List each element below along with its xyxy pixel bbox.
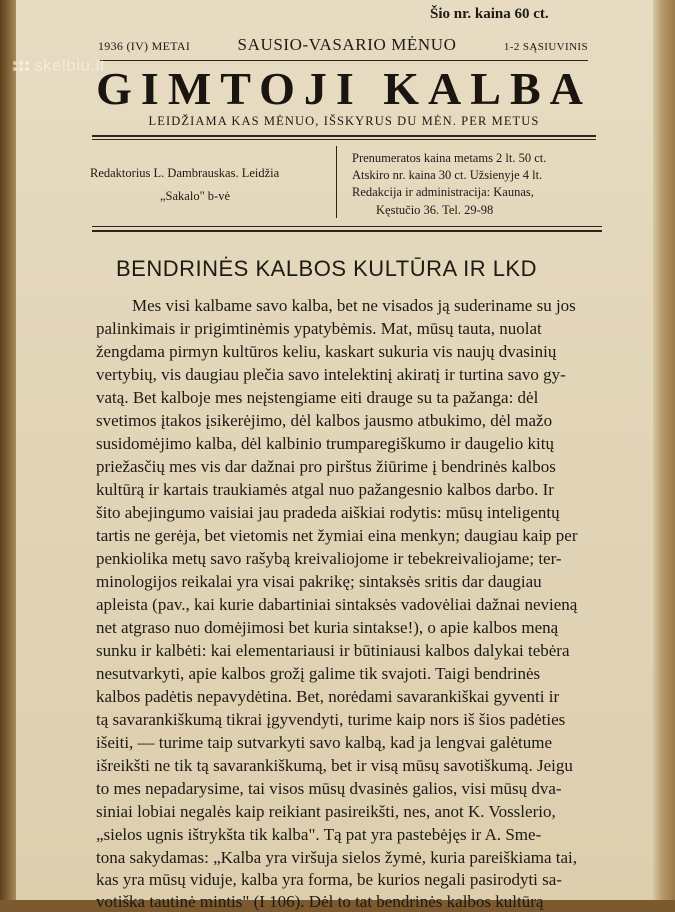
body-line: išreikšti ne tik tą savarankiškumą, bet ir visą mūsų savotiškumą. Jeigu [96,756,573,775]
body-line: kas yra mūsų viduje, kalba yra forma, be kurios negali pasirodyti sa- [96,870,562,889]
magazine-page [16,0,653,911]
watermark-logo-icon [12,60,30,72]
body-line: kalbos padėtis nepavydėtina. Bet, norėdami savarankiškai gyventi ir [96,687,560,706]
book-spine [0,0,16,900]
body-line: priežasčių mes vis dar dažnai pro pirštus žiūrime į bendrinės kalbos [96,457,556,476]
body-line: „sielos ugnis ištrykšta tik kalba". Tą pat yra pastebėjęs ir A. Sme- [96,825,542,844]
subscription-line: Redakcija ir administracija: Kaunas, [352,185,534,199]
subscription-line: Prenumeratos kaina metams 2 lt. 50 ct. [352,151,547,165]
column-divider [336,146,337,218]
issue-price: Šio nr. kaina 60 ct. [430,6,549,22]
issue-line [98,35,588,55]
watermark-text: skelbiu.lt [34,56,106,75]
body-line: vatą. Bet kalboje mes neįstengiame eiti drauge su ta pažanga: dėl [96,388,539,407]
body-line: išeiti, — turime taip sutvarkyti savo kalbą, kad ja lengvai galėtume [96,733,553,752]
body-line: tą savarankiškumą tikrai įgyvendyti, turime kaip nors iš šios padėties [96,710,566,729]
body-line: votiška tautinė mintis" (I 106). Dėl to tat bendrinės kalbos kultūrą [96,892,544,911]
watermark [12,56,105,76]
body-line: žengdama pirmyn kultūros keliu, kaskart sukuria vis naujų dvasinių [96,342,557,361]
body-line: vertybių, vis daugiau plečia savo intelektinį akiratį ir turtina savo gy- [96,365,566,384]
publisher-line: „Sakalo" b-vė [160,189,231,203]
subscription-line: Kęstučio 36. Tel. 29-98 [376,203,494,217]
article-title: BENDRINĖS KALBOS KULTŪRA IR LKD [116,256,537,281]
body-line: to mes nepadarysime, tai visos mūsų dvasinės galios, visi mūsų dva- [96,779,562,798]
body-line: minologijos reikalai yra visai pakrikę; sintaksės sritis dar daugiau [96,572,542,591]
subscription-line: Atskiro nr. kaina 30 ct. Užsienyje 4 lt. [352,168,543,182]
body-line: net atgraso nuo domėjimosi bet kuria sintakse!), o apie kalbos meną [96,618,559,637]
issue-number: 1-2 SĄSIUVINIS [503,41,588,53]
issue-months: SAUSIO-VASARIO MĖNUO [237,35,457,54]
body-line: susidomėjimo kalba, dėl kalbinio trumparegiškumo ir daugelio kitų [96,434,554,453]
rule [92,139,596,140]
body-line: sunku ir kalbėti: kai elementariausi ir būtiniausi kalbos dalykai tebėra [96,641,570,660]
body-line: penkiolika metų savo rašybą kreivaliojome ir tebekreivaliojame; ter- [96,549,562,568]
rule [100,60,588,61]
body-line: kultūrą ir kartais traukiamės atgal nuo pažangesnio kalbos darbo. Ir [96,480,554,499]
issue-year: 1936 (IV) METAI [98,39,191,53]
rule [92,135,596,137]
body-line: svetimos įtakos įsikerėjimo, dėl kalbos jausmo atbukimo, dėl mažo [96,411,553,430]
body-line: nesutvarkyti, apie kalbos grožį galime tik svajoti. Taigi bendrinės [96,664,541,683]
editor-line: Redaktorius L. Dambrauskas. Leidžia [90,166,280,180]
rule [92,226,602,227]
body-line: apleista (pav., kai kurie dabartiniai sintaksės vadovėliai dažnai nevieną [96,595,578,614]
body-line: palinkimais ir prigimtinėmis ypatybėmis. Mat, mūsų tauta, nuolat [96,319,542,338]
body-line: siniai lobiai negalės kaip reikiant pasireikšti, nes, anot K. Vosslerio, [96,802,556,821]
body-line: tona sakydamas: „Kalba yra viršuja sielos žymė, kuria pareiškiama tai, [96,848,578,867]
body-line: šito abejingumo vaisiai jau pradeda aiškiai rodytis: mūsų inteligentų [96,503,560,522]
masthead-subtitle: LEIDŽIAMA KAS MĖNUO, IŠSKYRUS DU MĖN. PER METUS [148,114,540,128]
body-line: Mes visi kalbame savo kalba, bet ne visados ją suderiname su jos [132,296,576,315]
masthead-title: GIMTOJI KALBA [96,63,592,114]
body-line: tartis ne gerėja, bet vietomis net žymiai eina menkyn; daugiau kaip per [96,526,578,545]
rule [92,230,602,232]
page-edge [653,0,675,900]
